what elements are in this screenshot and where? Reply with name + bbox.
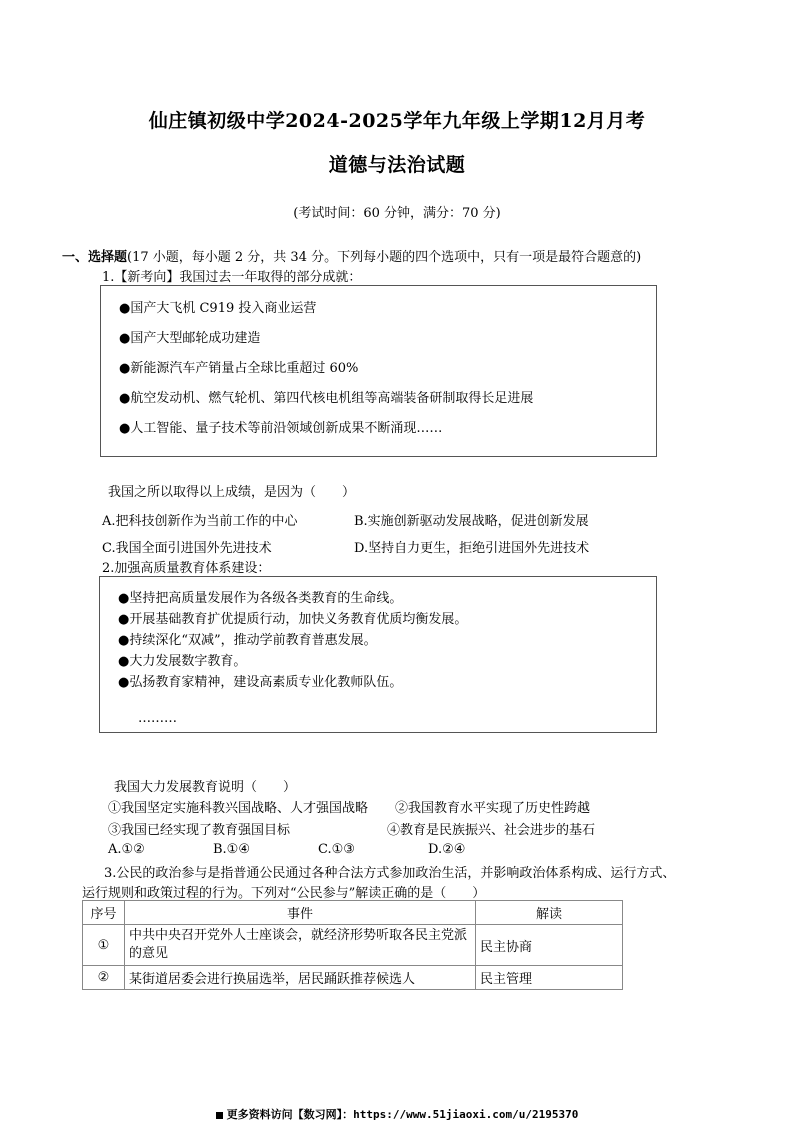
q3-stem-line-1: 3.公民的政治参与是指普通公民通过各种合法方式参加政治生活，并影响政治体系构成、运行方式、 [104, 866, 676, 881]
footer-link[interactable] [0, 1106, 794, 1122]
q1-option-a: A.把科技创新作为当前工作的中心 [102, 514, 298, 529]
q2-bullet-1: ●坚持把高质量发展作为各级各类教育的生命线。 [118, 591, 403, 606]
section-title: 一、选择题 [62, 250, 128, 265]
row-reading: 民主协商 [476, 925, 623, 966]
exam-subject: 道德与法治试题 [328, 154, 466, 176]
q2-option-b: B.①④ [213, 842, 250, 857]
q1-bullet-3: ●新能源汽车产销量占全球比重超过 60% [119, 361, 359, 376]
q2-ellipsis: ……… [138, 711, 177, 726]
q2-bullet-4: ●大力发展数字教育。 [118, 654, 247, 669]
q2-option-c: C.①③ [318, 842, 355, 857]
q2-statement-2: ②我国教育水平实现了历史性跨越 [395, 801, 591, 816]
header-reading: 解读 [476, 901, 623, 925]
footer-text[interactable]: 更多资料访问【数习网】：https://www.51jiaoxi.com/u/2195370 [226, 1108, 579, 1121]
q3-stem-line-2: 运行规则和政策过程的行为。下列对“公民参与”解读正确的是（ ） [82, 886, 486, 901]
row-no: ② [83, 966, 125, 990]
row-event: 中共中央召开党外人士座谈会，就经济形势听取各民主党派的意见 [125, 925, 476, 966]
table-row [83, 966, 623, 990]
q2-statement-3: ③我国已经实现了教育强国目标 [108, 823, 291, 838]
q1-bullet-1: ●国产大飞机 C919 投入商业运营 [119, 301, 317, 316]
table-row [83, 925, 623, 966]
flag-icon [216, 1112, 223, 1119]
q1-stem: 1.【新考向】我国过去一年取得的部分成就： [102, 270, 362, 285]
exam-info: (考试时间：60 分钟，满分：70 分) [293, 206, 501, 221]
q1-bullet-4: ●航空发动机、燃气轮机、第四代核电机组等高端装备研制取得长足进展 [119, 391, 534, 406]
q1-question: 我国之所以取得以上成绩，是因为（ ） [108, 485, 356, 500]
q2-option-a: A.①② [108, 842, 145, 857]
q2-bullet-5: ●弘扬教育家精神，建设高素质专业化教师队伍。 [118, 675, 403, 690]
header-no: 序号 [83, 901, 125, 925]
header-event: 事件 [125, 901, 476, 925]
section-heading [62, 246, 641, 265]
q1-material-box [100, 285, 657, 457]
q1-bullet-2: ●国产大型邮轮成功建造 [119, 331, 261, 346]
row-event: 某街道居委会进行换届选举，居民踊跃推荐候选人 [125, 966, 476, 990]
row-no: ① [83, 925, 125, 966]
q2-option-d: D.②④ [428, 842, 466, 857]
q1-option-b: B.实施创新驱动发展战略，促进创新发展 [354, 514, 589, 529]
q1-bullet-5: ●人工智能、量子技术等前沿领域创新成果不断涌现…… [119, 421, 443, 436]
q3-table [82, 900, 623, 990]
q1-option-c: C.我国全面引进国外先进技术 [102, 541, 272, 556]
q2-material-box [99, 576, 657, 733]
row-reading: 民主管理 [476, 966, 623, 990]
q2-bullet-2: ●开展基础教育扩优提质行动，加快义务教育优质均衡发展。 [118, 612, 468, 627]
q2-statement-1: ①我国坚定实施科教兴国战略、人才强国战略 [108, 801, 369, 816]
section-desc: (17 小题，每小题 2 分，共 34 分。下列每小题的四个选项中，只有一项是最符合题意的) [127, 250, 642, 265]
q2-question: 我国大力发展教育说明（ ） [114, 780, 297, 795]
q2-statement-4: ④教育是民族振兴、社会进步的基石 [387, 823, 596, 838]
exam-title: 仙庄镇初级中学2024-2025学年九年级上学期12月月考 [148, 110, 646, 132]
table-header-row [83, 901, 623, 925]
q1-option-d: D.坚持自力更生，拒绝引进国外先进技术 [354, 541, 590, 556]
q2-stem: 2.加强高质量教育体系建设： [102, 561, 271, 576]
q2-bullet-3: ●持续深化“双减”，推动学前教育普惠发展。 [118, 633, 377, 648]
